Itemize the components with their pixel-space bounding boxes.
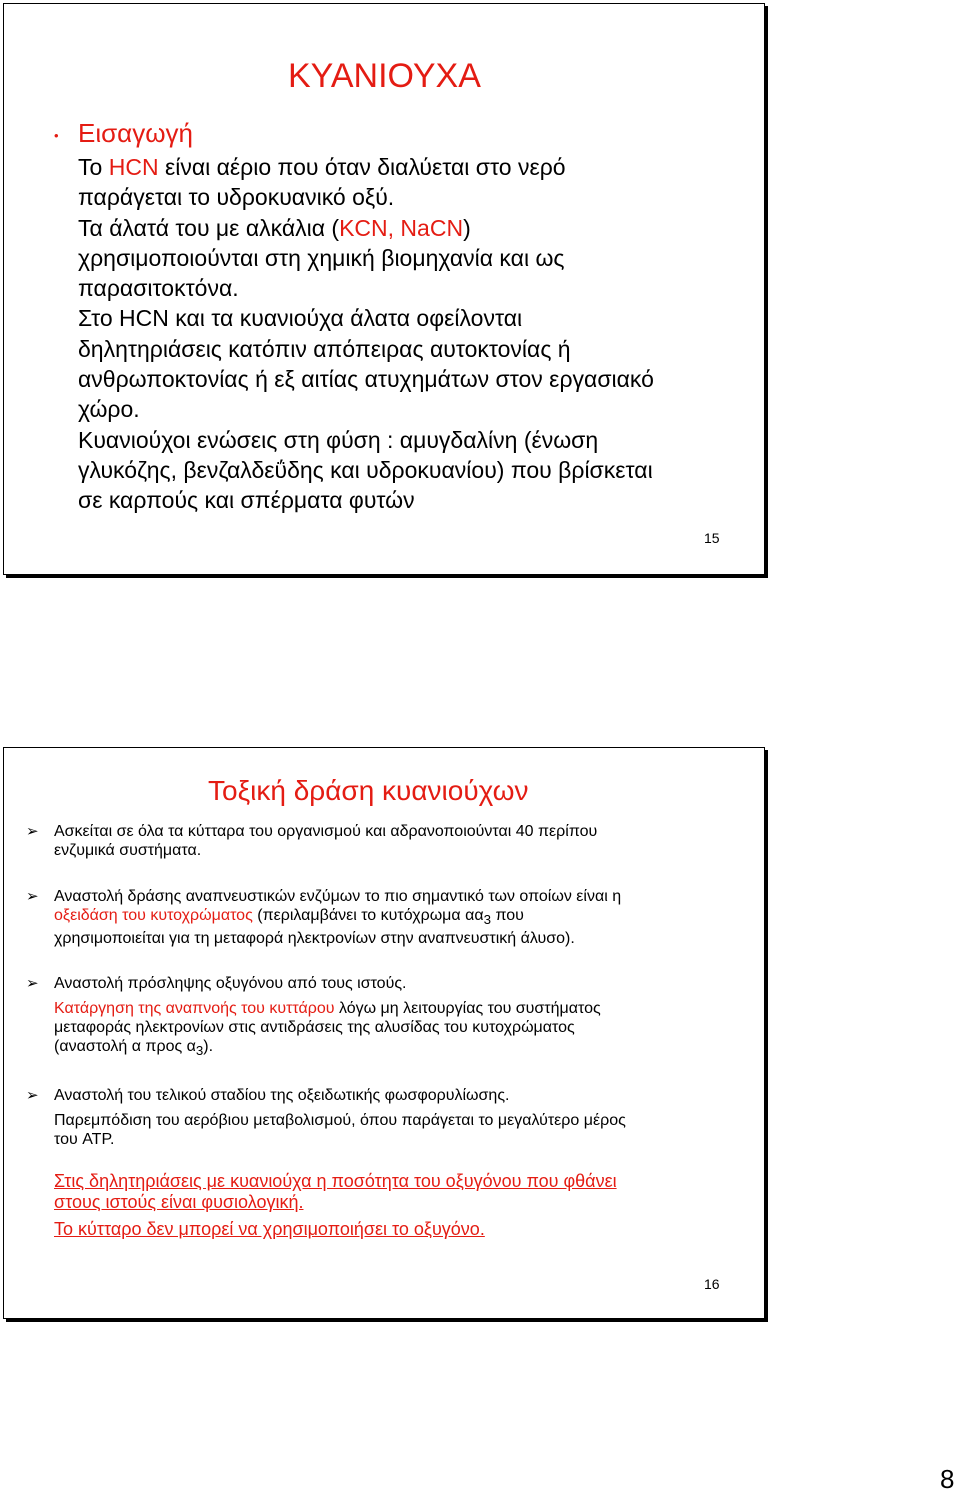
list-item [26,822,754,860]
text: είναι αέριο που όταν διαλύεται στο νερό [158,154,566,180]
text: ). [203,1038,214,1056]
subscript: 3 [195,1043,204,1059]
item-line: Παρεμπόδιση του αερόβιου μεταβολισμού, όπου παράγεται το μεγαλύτερο μέρος [54,1112,626,1130]
text: Το [78,154,109,180]
item-line: του ATP. [54,1131,115,1149]
slide-body [78,152,758,516]
paragraph-line: Κυανιούχοι ενώσεις στη φύση : αμυγδαλίνη (ένωση [78,426,599,453]
bullet-list [26,822,754,1240]
slide-title: ΚΥΑΝΙΟΥΧΑ [288,57,481,95]
item-line: Αναστολή δράσης αναπνευστικών ενζύμων το πιο σημαντικό των οποίων είναι η [54,888,622,905]
item-line: Ασκείται σε όλα τα κύτταρα του οργανισμού και αδρανοποιούνται 40 περίπου [54,823,598,840]
paragraph-line: παράγεται το υδροκυανικό οξύ. [78,184,395,211]
paragraph-line: παρασιτοκτόνα. [78,275,239,302]
conclusion-note [26,1171,754,1240]
item-line [54,999,754,1018]
highlight-text: οξειδάση του κυτοχρώματος [54,907,253,924]
paragraph-line [78,213,758,243]
document-page-number: 8 [940,1464,955,1494]
slide-15 [3,3,765,575]
list-item [26,887,754,948]
item-line [54,906,754,929]
item-line: ενζυμικά συστήματα. [54,842,202,859]
list-item [26,974,754,1060]
note-line: Στις δηλητηριάσεις με κυανιούχα η ποσότητα του οξυγόνου που φθάνει [54,1171,617,1192]
text: λόγω μη λειτουργίας του συστήματος [334,1000,601,1018]
highlight-text: Κατάργηση της αναπνοής του κυττάρου [54,1000,335,1018]
item-line: Αναστολή πρόσληψης οξυγόνου από τους ιστούς. [54,975,407,993]
paragraph-line: Στο HCN και τα κυανιούχα άλατα οφείλονται [78,305,523,332]
slide-title: Τοξική δράση κυανιούχων [208,775,529,806]
paragraph-line: ανθρωποκτονίας ή εξ αιτίας ατυχημάτων στον εργασιακό [78,366,654,393]
arrow-bullet-icon: ➢ [26,888,39,905]
slide-page-number: 15 [704,530,720,546]
highlight-text: HCN [108,154,159,180]
slide-16 [3,747,765,1319]
item-line: μεταφοράς ηλεκτρονίων στις αντιδράσεις της αλυσίδας του κυτοχρώματος [54,1019,575,1037]
text: που [491,907,524,924]
list-item [26,1086,754,1149]
text: Τα άλατά του με αλκάλια ( [78,214,340,241]
bullet-icon: • [54,128,59,143]
paragraph-line: χρησιμοποιούνται στη χημική βιομηχανία και ως [78,244,565,271]
arrow-bullet-icon: ➢ [26,975,39,993]
paragraph-line: σε καρπούς και σπέρματα φυτών [78,487,415,514]
arrow-bullet-icon: ➢ [26,1087,39,1105]
note-line: στους ιστούς είναι φυσιολογική. [54,1192,304,1213]
text: (περιλαμβάνει το κυτόχρωμα αα [252,907,484,924]
text: ) [463,214,471,241]
section-heading: Εισαγωγή [78,118,193,148]
subscript: 3 [483,912,492,928]
note-line: Το κύτταρο δεν μπορεί να χρησιμοποιήσει το οξυγόνο. [54,1219,485,1240]
paragraph-line [78,152,758,182]
item-line: χρησιμοποιείται για τη μεταφορά ηλεκτρονίων στην αναπνευστική άλυσο). [54,930,575,948]
slide-page-number: 16 [704,1276,720,1292]
paragraph-line: δηλητηριάσεις κατόπιν απόπειρας αυτοκτονίας ή [78,335,571,362]
item-line: Αναστολή του τελικού σταδίου της οξειδωτικής φωσφορυλίωσης. [54,1087,510,1105]
arrow-bullet-icon: ➢ [26,823,39,840]
highlight-text: KCN, NaCN [339,214,464,241]
text: (αναστολή α προς α [54,1038,196,1056]
paragraph-line: γλυκόζης, βενζαλδεΰδης και υδροκυανίου) που βρίσκεται [78,456,653,483]
paragraph-line: χώρο. [78,396,140,423]
item-line [54,1037,754,1060]
